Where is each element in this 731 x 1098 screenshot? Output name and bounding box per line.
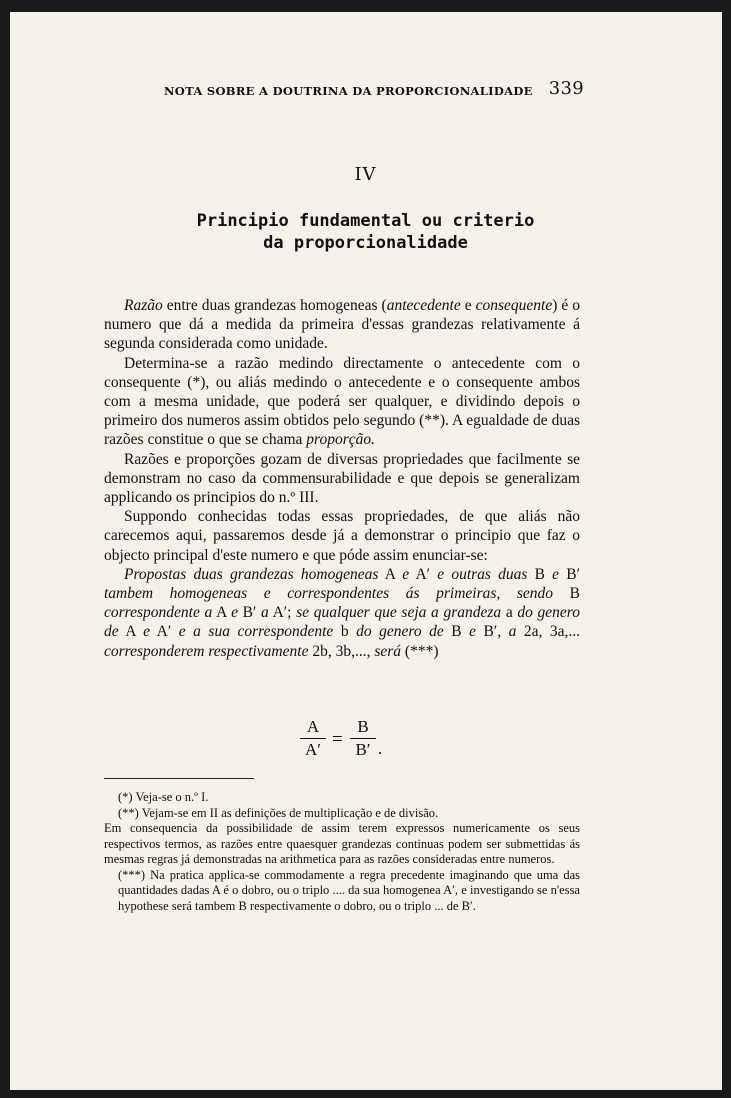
- denominator-b-prime: B′: [355, 740, 371, 759]
- text-run: A′: [409, 565, 438, 583]
- text-run: A: [378, 565, 403, 583]
- text-run: e a sua correspondente: [178, 623, 334, 641]
- text-run: B: [553, 585, 580, 603]
- paragraph-supposition: Suppondo conhecidas todas essas propriedades, de que aliás não carecemos aqui, passaremos desde já a demonstrar o principio que faz o objecto principal d'este numero e que póde assim enunciar-se:: [104, 508, 580, 564]
- term-razao: Razão: [124, 297, 163, 314]
- heading-line-2: da proporcionalidade: [263, 233, 468, 253]
- text-run: b: [333, 623, 357, 641]
- proportion-formula: [300, 717, 420, 767]
- body-text: [104, 296, 580, 661]
- fraction-right: [350, 717, 376, 760]
- footnote-2-continuation: Em consequencia da possibilidade de assim terem expressos numericamente os seus respectivos termos, as razões entre quaesquer grandezas continuas podem ser submettidas ás mesmas regras já demonstradas na arithmetica para as razões consideradas entre numeros.: [104, 821, 580, 866]
- footnote-1: [118, 790, 580, 806]
- denominator-a-prime: A′: [305, 740, 321, 759]
- text-run: B: [527, 565, 553, 583]
- text-run: a: [261, 604, 269, 622]
- term-consequente: consequente: [475, 297, 553, 314]
- text-run: e: [552, 565, 560, 583]
- fraction-bar: [350, 738, 376, 739]
- section-number: IV: [354, 164, 377, 185]
- text-run: e: [143, 623, 151, 641]
- paragraph-principle: [104, 565, 580, 661]
- text-run: e: [402, 565, 410, 583]
- fraction-bar: [300, 738, 326, 739]
- paragraph-determination: [104, 354, 580, 450]
- text-run: a: [508, 623, 517, 641]
- text-run: e outras duas: [437, 565, 528, 583]
- paragraph-definition: [104, 296, 580, 354]
- running-title: NOTA SOBRE A DOUTRINA DA PROPORCIONALIDADE: [164, 84, 533, 98]
- text-run: B′,: [475, 623, 509, 641]
- text-run: e: [231, 604, 238, 622]
- text-run: Determina-se a razão medindo directamente o antecedente com o consequente (*), ou aliás medindo o antecedente e o consequente ambos com a mesma unidade, que poderá ser qualquer, e dividindo depois o primeiro dos numeros assim obtidos pelo segundo (**). A egualdade de duas razões constitue o que se chama: [104, 354, 580, 449]
- equals-sign: =: [332, 729, 343, 750]
- numerator-a: A: [306, 717, 320, 736]
- text-run: e: [469, 623, 476, 641]
- footnote-text: Veja-se o n.º I.: [132, 790, 209, 804]
- page-number: 339: [548, 78, 584, 99]
- footnote-rule: [104, 778, 254, 779]
- text-run: ) é o numero que dá a medida da primeira d'essas grandezas relativamente á segunda considerada como unidade.: [104, 297, 580, 353]
- section-heading: [0, 210, 731, 254]
- text-run: B′: [237, 604, 262, 622]
- footnote-text: Na pratica applica-se commodamente a regra precedente imaginando que uma das quantidades dadas A é o dobro, ou o triplo .... da sua homogenea A′, e investigando se n'essa hypothese será tambem B respectivamente o dobro, ou o triplo ... de B′.: [118, 867, 580, 913]
- footnote-text: Vejam-se em II as definições de multiplicação e de divisão.: [138, 805, 439, 820]
- text-run: e: [460, 297, 476, 314]
- text-run: corresponderem respectivamente: [104, 642, 309, 660]
- text-run: A′;: [268, 604, 297, 622]
- text-run: 2b, 3b,...,: [308, 642, 375, 660]
- text-run: A′: [150, 623, 179, 641]
- text-run: B: [443, 623, 470, 641]
- text-run: do genero de: [356, 623, 444, 641]
- text-run: correspondente a: [104, 604, 213, 622]
- paragraph-properties: Razões e proporções gozam de diversas propriedades que facilmente se demonstram no caso da commensurabilidade e que depois se generalizam applicando os principios do n.º III.: [104, 450, 580, 507]
- text-run: B′: [559, 565, 580, 583]
- text-run: Propostas duas grandezas homogeneas: [124, 565, 379, 583]
- footnote-mark: (**): [118, 805, 139, 820]
- footnote-mark: (*): [118, 790, 133, 804]
- text-run: do genero de: [104, 604, 581, 641]
- fraction-left: [300, 717, 326, 760]
- text-run: A: [212, 604, 232, 622]
- text-run: será: [374, 642, 402, 660]
- text-run: a: [501, 604, 518, 622]
- heading-line-1: Principio fundamental ou criterio: [196, 211, 535, 231]
- text-run: entre duas grandezas homogeneas (: [162, 297, 387, 314]
- text-run: tambem homogeneas e correspondentes ás primeiras, sendo: [104, 585, 554, 603]
- footnote-mark: (***): [118, 867, 146, 882]
- term-proporcao: proporção.: [306, 431, 376, 449]
- footnote-3: [118, 868, 580, 915]
- footnotes: [104, 790, 580, 914]
- text-run: A: [118, 623, 144, 641]
- term-antecedente: antecedente: [386, 297, 461, 314]
- formula-period: .: [378, 739, 383, 758]
- text-run: 2a, 3a,...: [516, 623, 581, 641]
- footnote-2: [118, 806, 580, 822]
- numerator-b: B: [357, 717, 369, 736]
- text-run: (***): [401, 642, 439, 660]
- text-run: se qualquer que seja a grandeza: [296, 604, 502, 622]
